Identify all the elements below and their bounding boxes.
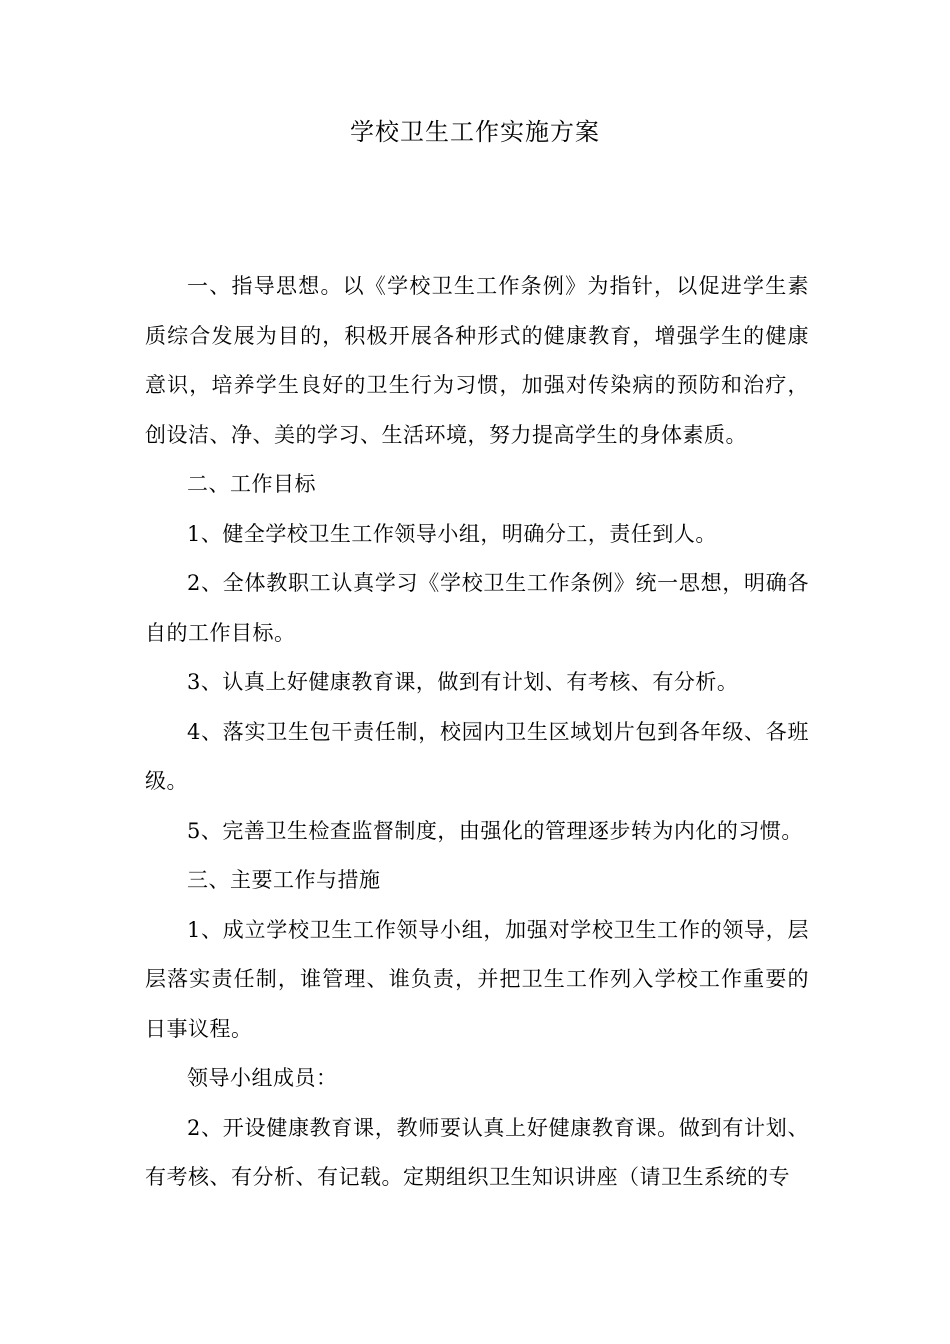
leadership-group-members: 领导小组成员： <box>187 1066 338 1090</box>
goal-item-5: 5、完善卫生检查监督制度，由强化的管理逐步转为内化的习惯。 <box>187 818 803 843</box>
goal-item-3: 3、认真上好健康教育课，做到有计划、有考核、有分析。 <box>187 670 739 694</box>
measure-item-2: 2、开设健康教育课，教师要认真上好健康教育课。做到有计划、有考核、有分析、有记载。定期组织卫生知识讲座（请卫生系统的专 <box>145 1115 809 1189</box>
measure-item-1: 1、成立学校卫生工作领导小组，加强对学校卫生工作的领导，层层落实责任制，谁管理、谁负责，并把卫生工作列入学校工作重要的日事议程。 <box>145 917 809 1041</box>
goal-item-1: 1、健全学校卫生工作领导小组，明确分工，责任到人。 <box>187 521 717 546</box>
heading-main-work-and-measures: 三、主要工作与措施 <box>187 868 381 892</box>
document-body <box>145 262 809 1203</box>
paragraph-guiding-ideology: 一、指导思想。以《学校卫生工作条例》为指针，以促进学生素质综合发展为目的，积极开展各种形式的健康教育，增强学生的健康意识，培养学生良好的卫生行为习惯，加强对传染病的预防和治疗，创设洁、净、美的学习、生活环境，努力提高学生的身体素质。 <box>145 274 809 447</box>
goal-item-4: 4、落实卫生包干责任制，校园内卫生区域划片包到各年级、各班级。 <box>145 719 809 793</box>
heading-work-goals: 二、工作目标 <box>187 472 316 496</box>
document-title: 学校卫生工作实施方案 <box>350 118 600 146</box>
goal-item-2: 2、全体教职工认真学习《学校卫生工作条例》统一思想，明确各自的工作目标。 <box>145 571 809 645</box>
